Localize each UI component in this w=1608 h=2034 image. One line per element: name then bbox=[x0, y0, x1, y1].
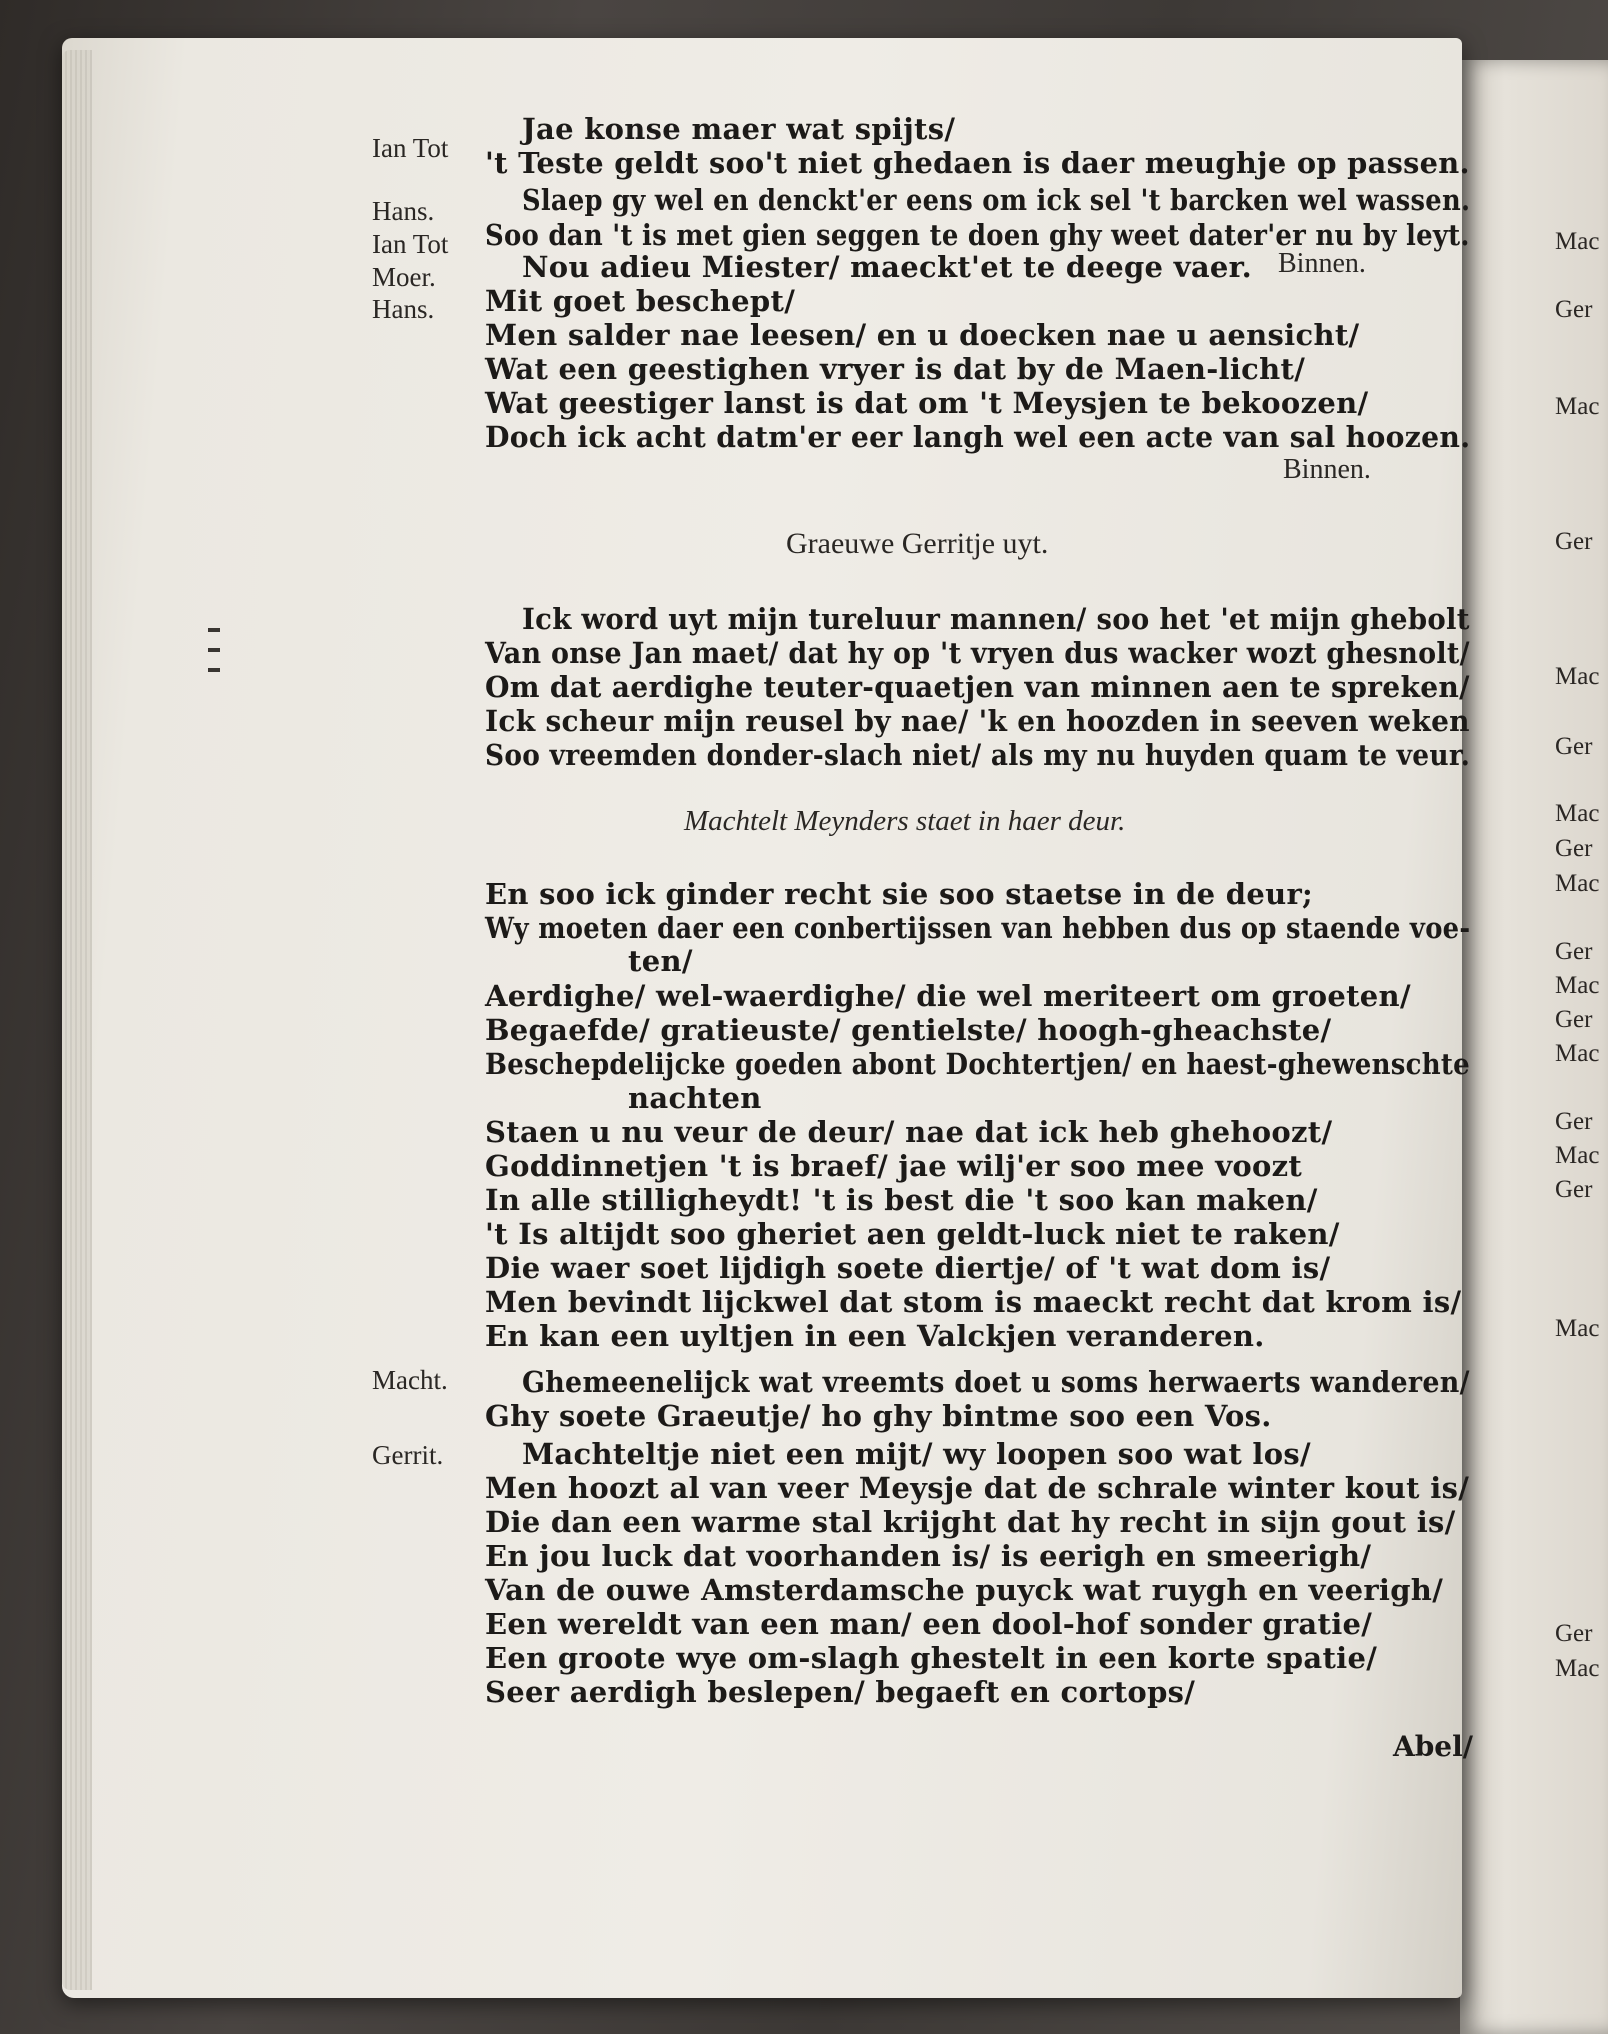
margin-mark bbox=[208, 648, 220, 652]
verse-line: Ghy soete Graeutje/ ho ghy bintme soo een Vos. bbox=[485, 1399, 1272, 1433]
facing-speaker-label: Ger bbox=[1555, 733, 1593, 760]
facing-speaker-label: Ger bbox=[1555, 296, 1593, 323]
facing-speaker-label: Ger bbox=[1555, 835, 1593, 862]
facing-speaker-label: Ger bbox=[1555, 938, 1593, 965]
verse-line: Wat geestiger lanst is dat om 't Meysjen te bekoozen/ bbox=[485, 386, 1369, 420]
page-edge bbox=[62, 50, 92, 1990]
speaker-label: Ian Tot bbox=[372, 133, 449, 163]
verse-line: Een groote wye om-slagh ghestelt in een korte spatie/ bbox=[485, 1641, 1378, 1675]
catchword: Abel/ bbox=[1393, 1730, 1473, 1763]
verse-line: Men salder nae leesen/ en u doecken nae u aensicht/ bbox=[485, 318, 1360, 352]
facing-speaker-label: Ger bbox=[1555, 1108, 1593, 1135]
verse-line: Die dan een warme stal krijght dat hy recht in sijn gout is/ bbox=[485, 1505, 1456, 1539]
verse-line: Men hoozt al van veer Meysje dat de schrale winter kout is/ bbox=[485, 1471, 1470, 1505]
verse-line: Soo vreemden donder-slach niet/ als my nu huyden quam te veur. bbox=[485, 738, 1471, 772]
facing-speaker-label: Mac bbox=[1555, 800, 1600, 827]
verse-line: Staen u nu veur de deur/ nae dat ick heb ghehoozt/ bbox=[485, 1115, 1333, 1149]
verse-line: Soo dan 't is met gien seggen te doen ghy weet dater'er nu by leyt. bbox=[485, 218, 1470, 252]
speaker-label: Hans. bbox=[372, 294, 435, 324]
verse-line: Beschepdelijcke goeden abont Dochtertjen/ en haest-ghewenschte bbox=[485, 1047, 1470, 1081]
verse-line: Jae konse maer wat spijts/ bbox=[522, 112, 956, 146]
facing-speaker-label: Mac bbox=[1555, 663, 1600, 690]
verse-line: Van onse Jan maet/ dat hy op 't vryen dus wacker wozt ghesnolt/ bbox=[485, 636, 1470, 670]
verse-line: Nou adieu Miester/ maeckt'et te deege vaer. bbox=[522, 250, 1252, 284]
facing-speaker-label: Mac bbox=[1555, 228, 1600, 255]
verse-line: Ick word uyt mijn tureluur mannen/ soo het 'et mijn ghebolt bbox=[522, 602, 1470, 636]
facing-speaker-label: Ger bbox=[1555, 1176, 1593, 1203]
verse-line: Van de ouwe Amsterdamsche puyck wat ruygh en veerigh/ bbox=[485, 1573, 1444, 1607]
facing-speaker-label: Mac bbox=[1555, 393, 1600, 420]
verse-line: nachten bbox=[628, 1081, 762, 1115]
verse-line: Ghemeenelijck wat vreemts doet u soms herwaerts wanderen/ bbox=[522, 1365, 1470, 1399]
verse-line: Aerdighe/ wel-waerdighe/ die wel meriteert om groeten/ bbox=[485, 979, 1411, 1013]
speaker-label: Hans. bbox=[372, 196, 435, 226]
speaker-label: Moer. bbox=[372, 262, 436, 292]
speaker-label: Gerrit. bbox=[372, 1440, 444, 1470]
verse-line: En soo ick ginder recht sie soo staetse in de deur; bbox=[485, 877, 1314, 911]
verse-line: Goddinnetjen 't is braef/ jae wilj'er soo mee voozt bbox=[485, 1149, 1303, 1183]
stage-direction: Binnen. bbox=[1278, 248, 1366, 279]
facing-speaker-label: Ger bbox=[1555, 528, 1593, 555]
facing-speaker-label: Ger bbox=[1555, 1006, 1593, 1033]
verse-line: En kan een uyltjen in een Valckjen veranderen. bbox=[485, 1319, 1265, 1353]
verse-line: Wy moeten daer een conbertijssen van hebben dus op staende voe- bbox=[485, 911, 1471, 945]
verse-line: Om dat aerdighe teuter-quaetjen van minnen aen te spreken/ bbox=[485, 670, 1470, 704]
verse-line: Seer aerdigh beslepen/ begaeft en cortops/ bbox=[485, 1675, 1196, 1709]
scene-heading: Graeuwe Gerritje uyt. bbox=[786, 527, 1049, 560]
facing-speaker-label: Mac bbox=[1555, 1142, 1600, 1169]
verse-line: Ick scheur mijn reusel by nae/ 'k en hoozden in seeven weken bbox=[485, 704, 1470, 738]
margin-mark bbox=[208, 668, 220, 672]
verse-line: Een wereldt van een man/ een dool-hof sonder gratie/ bbox=[485, 1607, 1373, 1641]
verse-line: ten/ bbox=[628, 944, 693, 978]
facing-speaker-label: Mac bbox=[1555, 1040, 1600, 1067]
stage-direction-heading: Machtelt Meynders staet in haer deur. bbox=[684, 805, 1126, 837]
stage-direction: Binnen. bbox=[1283, 454, 1371, 485]
verse-line: Men bevindt lijckwel dat stom is maeckt recht dat krom is/ bbox=[485, 1285, 1462, 1319]
verse-line: 't Teste geldt soo't niet ghedaen is daer meughje op passen. bbox=[485, 146, 1470, 180]
verse-line: Doch ick acht datm'er eer langh wel een acte van sal hoozen. bbox=[485, 420, 1471, 454]
facing-speaker-label: Ger bbox=[1555, 1620, 1593, 1647]
verse-line: 't Is altijdt soo gheriet aen geldt-luck niet te raken/ bbox=[485, 1217, 1340, 1251]
facing-speaker-label: Mac bbox=[1555, 870, 1600, 897]
verse-line: En jou luck dat voorhanden is/ is eerigh en smeerigh/ bbox=[485, 1539, 1372, 1573]
speaker-label: Ian Tot bbox=[372, 229, 449, 259]
verse-line: Begaefde/ gratieuste/ gentielste/ hoogh-gheachste/ bbox=[485, 1013, 1332, 1047]
verse-line: Slaep gy wel en denckt'er eens om ick sel 't barcken wel wassen. bbox=[522, 183, 1471, 217]
margin-mark bbox=[208, 628, 220, 632]
verse-line: In alle stilligheydt! 't is best die 't soo kan maken/ bbox=[485, 1183, 1318, 1217]
facing-speaker-label: Mac bbox=[1555, 972, 1600, 999]
speaker-label: Macht. bbox=[372, 1365, 448, 1395]
verse-line: Die waer soet lijdigh soete diertje/ of 't wat dom is/ bbox=[485, 1251, 1331, 1285]
verse-line: Machteltje niet een mijt/ wy loopen soo wat los/ bbox=[522, 1437, 1311, 1471]
facing-speaker-label: Mac bbox=[1555, 1655, 1600, 1682]
verse-line: Wat een geestighen vryer is dat by de Maen-licht/ bbox=[485, 352, 1306, 386]
facing-speaker-label: Mac bbox=[1555, 1315, 1600, 1342]
verse-line: Mit goet beschept/ bbox=[485, 284, 796, 318]
